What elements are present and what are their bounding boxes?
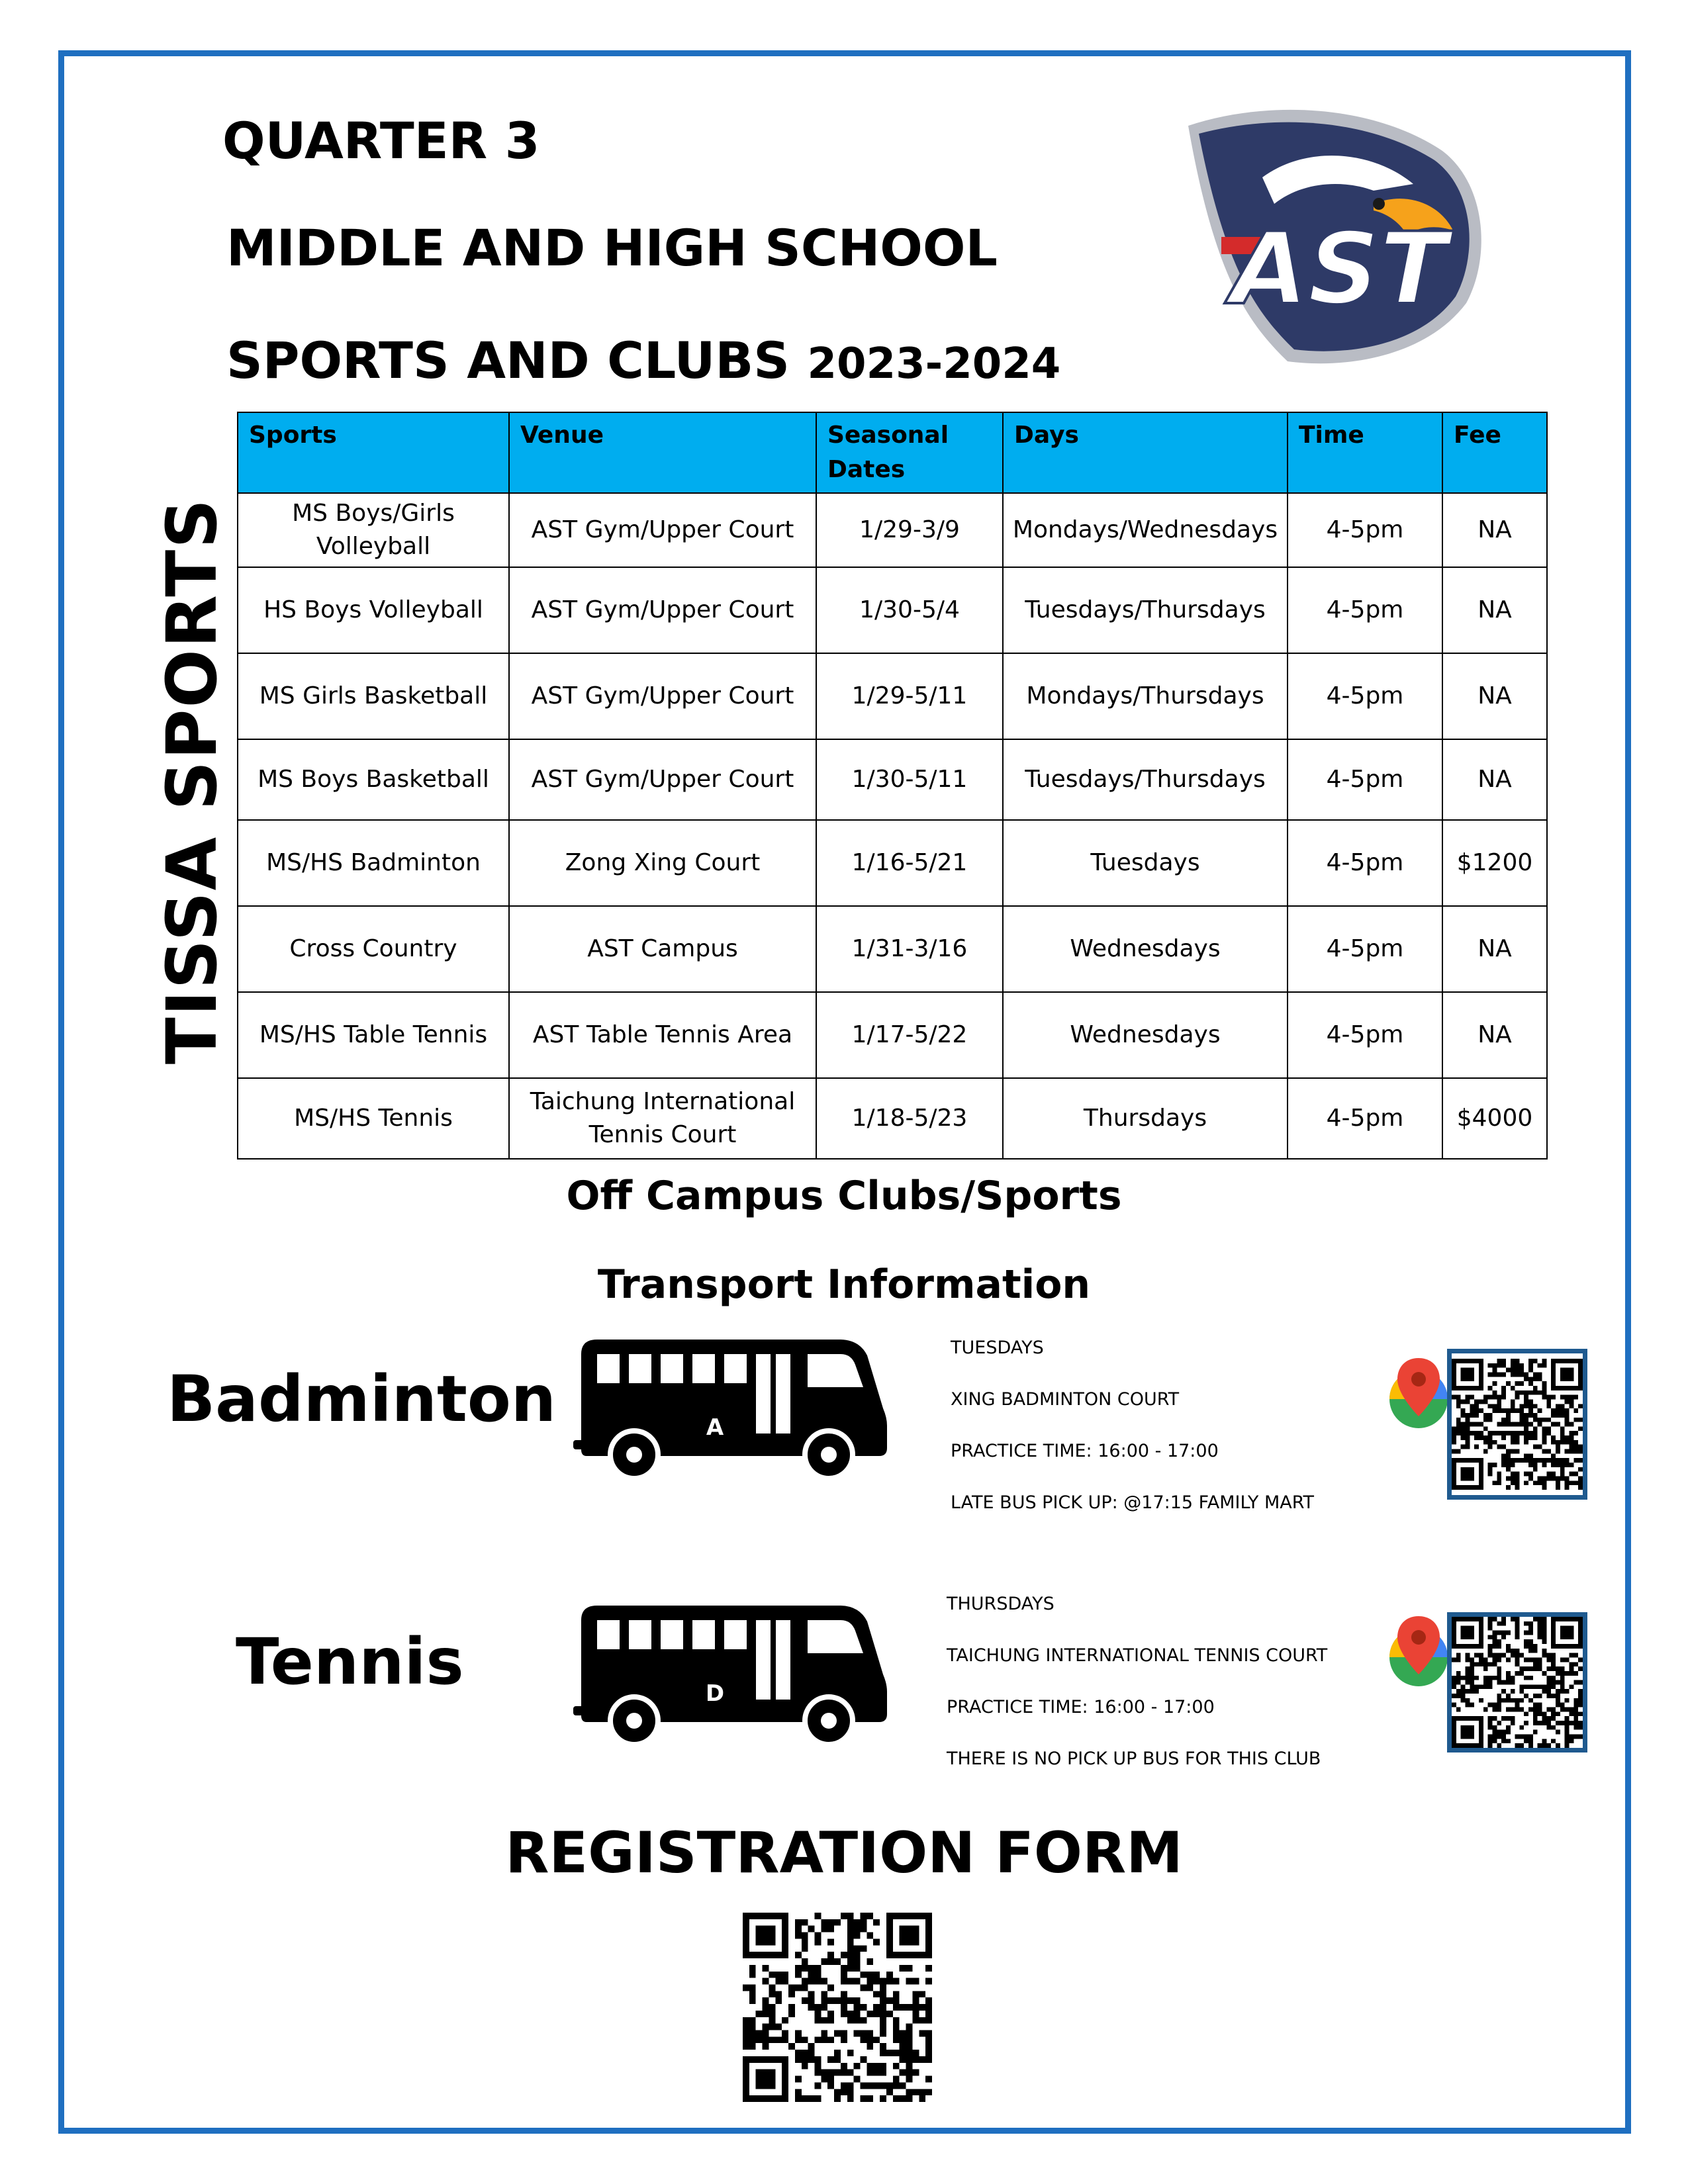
cell-fee: NA [1442,493,1547,567]
sports-clubs-label: SPORTS AND CLUBS [226,331,790,390]
bus-icon [568,1602,899,1747]
info-practice-time: PRACTICE TIME: 16:00 - 17:00 [951,1441,1219,1461]
table-row [238,567,1547,653]
info-bus-note: LATE BUS PICK UP: @17:15 FAMILY MART [951,1492,1315,1513]
info-bus-note: THERE IS NO PICK UP BUS FOR THIS CLUB [947,1749,1321,1769]
cell-sport: MS Boys Basketball [238,739,509,820]
google-maps-pin-icon [1387,1357,1450,1431]
cell-sport: MS/HS Table Tennis [238,992,509,1078]
cell-sport: MS Girls Basketball [238,653,509,739]
google-maps-pin-icon [1387,1615,1450,1689]
cell-dates: 1/29-5/11 [816,653,1003,739]
cell-venue: AST Gym/Upper Court [509,653,816,739]
cell-time: 4-5pm [1288,493,1442,567]
cell-time: 4-5pm [1288,739,1442,820]
qr-pattern [743,1913,932,2102]
tennis-label: Tennis [236,1625,464,1699]
cell-sport: Cross Country [238,906,509,992]
cell-time: 4-5pm [1288,1078,1442,1159]
header-venue: Venue [509,412,816,493]
cell-dates: 1/17-5/22 [816,992,1003,1078]
cell-sport: HS Boys Volleyball [238,567,509,653]
cell-venue: Taichung International Tennis Court [509,1078,816,1159]
bus-route-label: D [705,1680,725,1707]
cell-time: 4-5pm [1288,653,1442,739]
cell-fee: $4000 [1442,1078,1547,1159]
table-row [238,992,1547,1078]
cell-time: 4-5pm [1288,567,1442,653]
cell-dates: 1/31-3/16 [816,906,1003,992]
table-row [238,820,1547,906]
info-location: TAICHUNG INTERNATIONAL TENNIS COURT [947,1645,1328,1666]
table-header-row [238,412,1547,493]
bus-icon [568,1336,899,1481]
header-seasonal-dates: Seasonal Dates [816,412,1003,493]
schedule-table [237,412,1548,1160]
ast-eagle-logo [1175,105,1493,369]
cell-days: Mondays/Wednesdays [1003,493,1288,567]
cell-dates: 1/30-5/4 [816,567,1003,653]
school-level-title: MIDDLE AND HIGH SCHOOL [226,218,998,277]
header-fee: Fee [1442,412,1547,493]
cell-dates: 1/30-5/11 [816,739,1003,820]
cell-venue: AST Gym/Upper Court [509,739,816,820]
cell-days: Tuesdays [1003,820,1288,906]
bus-route-label: A [706,1414,724,1441]
sports-clubs-title [226,331,1060,390]
badminton-map-qr-code[interactable] [1447,1349,1587,1500]
table-row [238,739,1547,820]
cell-fee: NA [1442,567,1547,653]
quarter-title: QUARTER 3 [222,111,540,170]
cell-fee: NA [1442,739,1547,820]
cell-days: Wednesdays [1003,992,1288,1078]
off-campus-heading: Off Campus Clubs/Sports [566,1173,1122,1219]
cell-fee: NA [1442,653,1547,739]
header-time: Time [1288,412,1442,493]
cell-venue: Zong Xing Court [509,820,816,906]
cell-sport: MS/HS Badminton [238,820,509,906]
cell-fee: NA [1442,906,1547,992]
registration-qr-code[interactable] [743,1913,932,2102]
registration-heading: REGISTRATION FORM [505,1820,1183,1886]
info-practice-time: PRACTICE TIME: 16:00 - 17:00 [947,1697,1215,1717]
cell-fee: $1200 [1442,820,1547,906]
cell-venue: AST Gym/Upper Court [509,567,816,653]
header-sports: Sports [238,412,509,493]
cell-venue: AST Table Tennis Area [509,992,816,1078]
cell-sport: MS/HS Tennis [238,1078,509,1159]
table-row [238,493,1547,567]
tennis-map-qr-code[interactable] [1447,1612,1587,1752]
cell-dates: 1/29-3/9 [816,493,1003,567]
tennis-transport-info [947,1578,1327,1785]
transport-heading: Transport Information [597,1261,1091,1308]
cell-days: Tuesdays/Thursdays [1003,567,1288,653]
cell-time: 4-5pm [1288,906,1442,992]
cell-venue: AST Gym/Upper Court [509,493,816,567]
cell-dates: 1/18-5/23 [816,1078,1003,1159]
tissa-sports-title: TISSA SPORTS [152,497,232,1065]
cell-time: 4-5pm [1288,992,1442,1078]
info-day: TUESDAYS [951,1338,1044,1358]
table-row [238,906,1547,992]
logo-text: AST [1231,212,1448,327]
badminton-transport-info [951,1322,1314,1529]
school-year: 2023-2024 [807,340,1061,388]
table-row [238,653,1547,739]
badminton-label: Badminton [167,1362,557,1436]
cell-dates: 1/16-5/21 [816,820,1003,906]
cell-days: Wednesdays [1003,906,1288,992]
cell-time: 4-5pm [1288,820,1442,906]
cell-days: Thursdays [1003,1078,1288,1159]
table-row [238,1078,1547,1159]
header-days: Days [1003,412,1288,493]
qr-pattern [1452,1353,1583,1495]
cell-venue: AST Campus [509,906,816,992]
qr-pattern [1452,1617,1583,1748]
cell-fee: NA [1442,992,1547,1078]
info-day: THURSDAYS [947,1594,1055,1614]
info-location: XING BADMINTON COURT [951,1389,1180,1410]
cell-days: Tuesdays/Thursdays [1003,739,1288,820]
cell-sport: MS Boys/Girls Volleyball [238,493,509,567]
cell-days: Mondays/Thursdays [1003,653,1288,739]
